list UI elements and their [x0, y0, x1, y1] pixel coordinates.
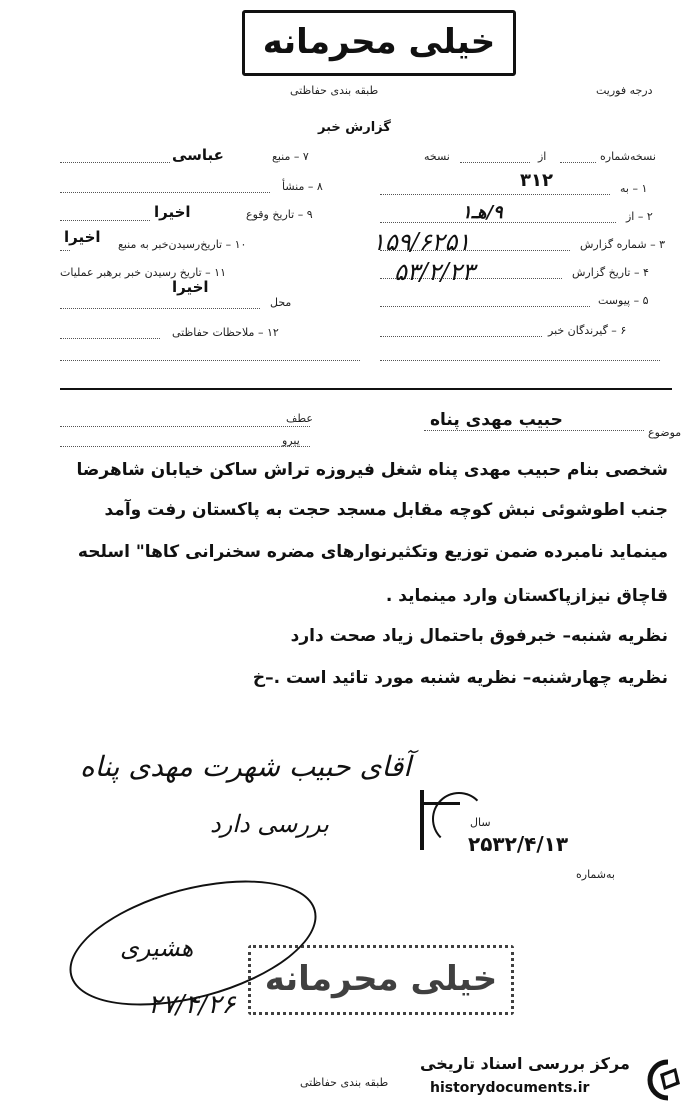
- section-divider: [60, 388, 672, 390]
- classification-stamp-bottom: [248, 945, 514, 1015]
- receipt-year-label: سال: [470, 816, 491, 829]
- field-security-notes-label: ۱۲ – ملاحظات حفاظتی: [172, 326, 279, 339]
- body-line-1: شخصی بنام حبیب مهدی پناه شغل فیروزه تراش ساکن خیابان شاهرضا: [76, 460, 668, 480]
- field-arrival-to-ops-label: ۱۱ – تاریخ رسیدن خبر برهبر عملیات: [60, 266, 226, 279]
- classification-stamp: [242, 10, 516, 76]
- classification-stamp-bottom-text: خیلی محرمانه: [264, 959, 498, 999]
- subject-value: حبیب مهدی پناه: [430, 410, 563, 430]
- classification-stamp-text: خیلی محرمانه: [262, 22, 496, 62]
- from-value: ۹/هـ۱: [462, 202, 503, 223]
- atf-label: عطف: [286, 412, 313, 425]
- watermark-title: مرکز بررسی اسناد تاریخی: [420, 1054, 630, 1073]
- field-occurrence-date-label: ۹ – تاریخ وقوع: [246, 208, 313, 221]
- handwritten-note-line2: بررسی دارد: [210, 810, 329, 838]
- classification-caption: طبقه بندی حفاظتی: [290, 84, 379, 97]
- copy-number-label: نسخه‌شماره: [600, 150, 656, 163]
- report-number-value: ۱۵۹/۶۲۵۱: [372, 228, 471, 256]
- report-date-value: ۵۳/۲/۲۳: [394, 258, 475, 286]
- report-date-label: ۴ – تاریخ گزارش: [572, 266, 649, 279]
- attachment-label: ۵ – پیوست: [598, 294, 649, 307]
- form-title: گزارش خبر: [318, 120, 391, 135]
- field-arrival-to-ops-value: اخیرا: [172, 278, 209, 296]
- priority-label: درجه فوریت: [596, 84, 653, 97]
- to-label: ۱ – به: [620, 182, 648, 195]
- field-origin-label: ۸ – منشأ: [282, 180, 323, 193]
- field-source-value: عباسی: [172, 146, 224, 164]
- field-arrival-to-source-value: اخیرا: [64, 228, 101, 246]
- field-arrival-to-source-label: ۱۰ – تاریخ‌رسیدن‌خبر به منبع: [118, 238, 247, 251]
- archive-logo-icon: [646, 1058, 690, 1102]
- copy-label: نسخه: [424, 150, 450, 163]
- field-location-label: محل: [270, 296, 292, 309]
- copy-of-label: از: [538, 150, 547, 163]
- watermark-url: historydocuments.ir: [430, 1080, 590, 1096]
- field-occurrence-date-value: اخیرا: [154, 203, 191, 221]
- body-line-4: قاچاق نیزازپاکستان وارد مینماید .: [385, 586, 668, 606]
- signature: هشیری: [120, 934, 194, 962]
- handwritten-date: ۲۷/۴/۲۶: [148, 990, 236, 1020]
- subject-label: موضوع: [648, 426, 682, 439]
- field-source-label: ۷ – منبع: [272, 150, 309, 163]
- peyro-label: پیرو: [282, 434, 300, 447]
- recipients-label: ۶ – گیرندگان خبر: [548, 324, 627, 337]
- report-number-label: ۳ – شماره گزارش: [580, 238, 666, 251]
- from-label: ۲ – از: [626, 210, 653, 223]
- to-value: ۳۱۲: [520, 170, 553, 191]
- receipt-number-label: به‌شماره: [576, 868, 615, 881]
- watermark: [420, 1052, 690, 1108]
- handwritten-note-line1: آقای حبیب شهرت مهدی پناه: [80, 750, 412, 783]
- bottom-caption: طبقه بندی حفاظتی: [300, 1076, 389, 1089]
- body-line-2: جنب اطوشوئی نبش کوچه مقابل مسجد حجت به پاکستان رفت وآمد: [104, 500, 668, 520]
- note-wednesday: نظریه چهارشنبه– نظریه شنبه مورد تائید است .–خ: [252, 668, 668, 688]
- receipt-stamp: [420, 790, 620, 880]
- receipt-date: ۲۵۳۲/۴/۱۳: [468, 832, 569, 856]
- note-saturday: نظریه شنبه– خبرفوق باحتمال زیاد صحت دارد: [290, 626, 668, 646]
- body-line-3: مینماید نامبرده ضمن توزیع وتکثیرنوارهای مضره سخنرانی کاها" اسلحه: [77, 542, 668, 562]
